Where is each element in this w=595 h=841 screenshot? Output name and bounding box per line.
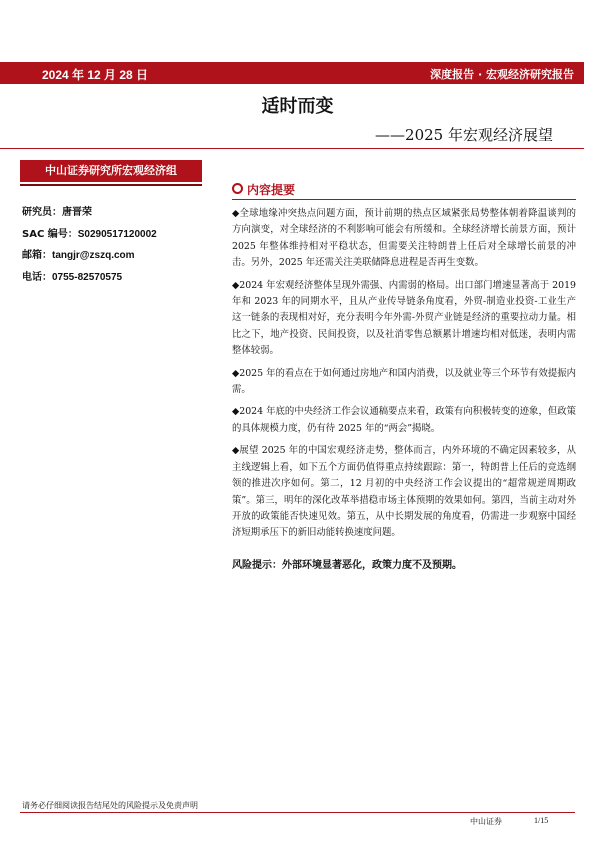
page-title: 适时而变 [261, 96, 334, 117]
summary-paragraph: ◆2024 年底的中央经济工作会议通稿要点来看，政策有向积极转变的迹象，但政策的具体规模力度，仍有待 2025 年的“两会”揭晓。 [232, 406, 576, 434]
analyst-phone-value: 0755-82570575 [52, 272, 123, 283]
analyst-sac-label: SAC 编号： [22, 229, 78, 240]
summary-divider [232, 199, 576, 200]
summary-paragraph: ◆2024 年宏观经济整体呈现外需强、内需弱的格局。出口部门增速显著高于 2019 年和 2023 年的同期水平，且从产业传导链条角度看，外贸-制造业投资-工业生产这一链条的表现相对好，充分表明今年外需-外贸产业链是经济的重要拉动力量。相比之下，地产投资、民间投资，以及社消零售总额累计增速均相对低迷，表明内需整体较弱。 [232, 279, 576, 357]
page-subtitle: ——2025 年宏观经济展望 [375, 126, 553, 144]
analyst-name-value: 唐晋荣 [62, 207, 92, 218]
analyst-email-label: 邮箱： [22, 250, 52, 261]
footer-disclaimer: 请务必仔细阅读报告结尾处的风险提示及免责声明 [22, 801, 198, 810]
analyst-phone [22, 268, 122, 283]
footer-brand: 中山证券 [470, 817, 502, 826]
summary-paragraph: ◆2025 年的看点在于如何通过房地产和国内消费，以及就业等三个环节有效提振内需。 [232, 367, 576, 396]
analyst-email [22, 246, 135, 261]
team-badge: 中山证券研究所宏观经济组 [20, 160, 202, 182]
header-bar [0, 62, 584, 84]
summary-paragraph: ◆展望 2025 年的中国宏观经济走势，整体而言，内外环境的不确定因素较多，从主线逻辑上看，如下五个方面仍值得重点持续跟踪：第一，特朗普上任后的竞选纲领的推进次序如何。第二，12 月初的中央经济工作会议提出的“超常规逆周期政策”。第三，明年的深化改革举措稳市场主体预期的效果如何。第四，当前主动对外开放的政策能否快速见效。第五，从中长期发展的角度看，仍需进一步观察中国经济短期承压下的新旧动能转换速度问题。 [232, 445, 576, 539]
team-badge-shadow [20, 184, 202, 186]
analyst-name-label: 研究员： [22, 207, 62, 218]
analyst-name [22, 203, 92, 218]
analyst-sac [22, 225, 157, 240]
title-divider [0, 148, 584, 149]
page-number: 1/15 [534, 816, 549, 825]
footer-divider [20, 812, 575, 813]
summary-heading [232, 181, 295, 198]
analyst-phone-label: 电话： [22, 272, 52, 283]
summary-heading-text: 内容提要 [247, 183, 296, 197]
analyst-email-value[interactable]: tangjr@zszq.com [52, 250, 135, 261]
report-category: 深度报告 · 宏观经济研究报告 [430, 68, 574, 81]
analyst-sac-value: S0290517120002 [77, 229, 157, 240]
bullet-circle-icon [232, 183, 243, 194]
summary-paragraph: ◆全球地缘冲突热点问题方面，预计前期的热点区域紧张局势整体朝着降温谈判的方向演变，对全球经济的不利影响可能会有所缓和。全球经济增长前景方面，预计 2025 年整体维持相对平稳状态，但需要关注特朗普上任后对全球增长前景的冲击。另外，2025 年还需关注美联储降息进程是否再生变数。 [232, 208, 576, 269]
risk-warning: 风险提示：外部环境显著恶化，政策力度不及预期。 [232, 560, 462, 571]
report-date: 2024 年 12 月 28 日 [42, 68, 149, 82]
summary-body [232, 206, 576, 548]
